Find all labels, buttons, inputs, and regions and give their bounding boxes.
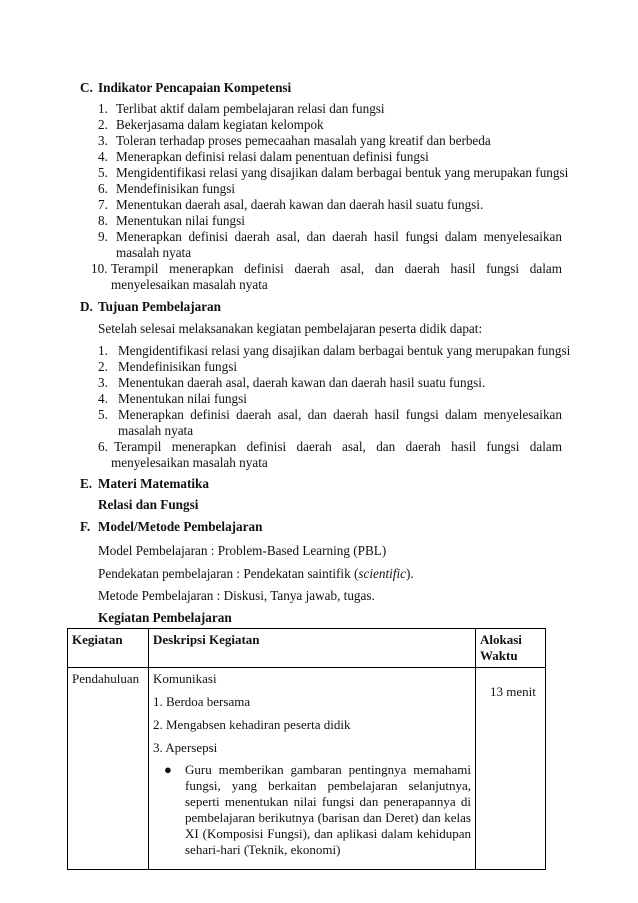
cell-kegiatan: Pendahuluan: [68, 668, 149, 870]
list-number: 5.: [98, 165, 108, 180]
step-item: 1. Berdoa bersama: [153, 694, 251, 709]
section-d-title: Tujuan Pembelajaran: [98, 299, 221, 314]
list-item: Menentukan nilai fungsi: [116, 213, 245, 228]
list-number: 8.: [98, 213, 108, 228]
list-number: 2.: [98, 117, 108, 132]
list-item: Menerapkan definisi daerah asal, dan daerah hasil fungsi dalam menyelesaikan: [118, 407, 562, 422]
list-item: Terampil menerapkan definisi daerah asal, dan daerah hasil fungsi dalam: [114, 439, 562, 454]
list-item-continuation: masalah nyata: [118, 423, 194, 438]
list-number: 2.: [98, 359, 108, 374]
list-item: Menentukan nilai fungsi: [118, 391, 247, 406]
list-number: 3.: [98, 375, 108, 390]
list-number: 7.: [98, 197, 108, 212]
list-item: Menerapkan definisi daerah asal, dan daerah hasil fungsi dalam menyelesaikan: [116, 229, 562, 244]
list-number: 3.: [98, 133, 108, 148]
list-item: Terlibat aktif dalam pembelajaran relasi dan fungsi: [116, 101, 385, 116]
section-e-letter: E.: [80, 476, 93, 491]
list-number: 1.: [98, 343, 108, 358]
list-number: 4.: [98, 391, 108, 406]
list-number: 4.: [98, 149, 108, 164]
list-item: Terampil menerapkan definisi daerah asal, dan daerah hasil fungsi dalam: [111, 261, 562, 276]
list-item: Mendefinisikan fungsi: [116, 181, 236, 196]
metode-pembelajaran: Metode Pembelajaran : Diskusi, Tanya jawab, tugas.: [98, 588, 375, 603]
section-d-letter: D.: [80, 299, 93, 314]
pendekatan-pembelajaran: [98, 566, 414, 582]
cell-deskripsi: [149, 668, 476, 870]
header-kegiatan: Kegiatan: [68, 629, 149, 668]
list-item: Toleran terhadap proses pemecaahan masalah yang kreatif dan berbeda: [116, 133, 491, 148]
list-number: 9.: [98, 229, 108, 244]
section-e-subtitle: Relasi dan Fungsi: [98, 497, 199, 512]
header-alokasi-line1: Alokasi: [480, 632, 522, 647]
step-item: 3. Apersepsi: [153, 740, 218, 755]
list-item-continuation: masalah nyata: [116, 245, 192, 260]
section-e-title: Materi Matematika: [98, 476, 209, 491]
header-alokasi-line2: Waktu: [480, 648, 518, 663]
list-number: 6.: [98, 439, 108, 454]
komunikasi-label: Komunikasi: [153, 671, 217, 686]
header-alokasi: [476, 629, 546, 668]
kegiatan-title: Kegiatan Pembelajaran: [98, 610, 232, 625]
bullet-text: Guru memberikan gambaran pentingnya memahami fungsi, yang berkaitan pembelajaran selanjutnya, seperti menentukan nilai fungsi dan penerapannya di pembelajaran berikutnya (barisan dan Deret) dan kelas XI (Komposisi Fungsi), dan aplikasi dalam kehidupan sehari-hari (Teknik, ekonomi): [185, 762, 471, 857]
section-c-letter: C.: [80, 80, 93, 95]
list-item-continuation: menyelesaikan masalah nyata: [111, 277, 268, 292]
list-number: 5.: [98, 407, 108, 422]
list-item: Mendefinisikan fungsi: [118, 359, 238, 374]
section-c-title: Indikator Pencapaian Kompetensi: [98, 80, 292, 95]
pendekatan-italic: scientific: [358, 566, 406, 581]
section-d-intro: Setelah selesai melaksanakan kegiatan pembelajaran peserta didik dapat:: [98, 321, 483, 336]
list-number: 6.: [98, 181, 108, 196]
list-item: Bekerjasama dalam kegiatan kelompok: [116, 117, 324, 132]
bullet-dot-icon: ●: [164, 762, 172, 777]
cell-waktu: 13 menit: [476, 668, 546, 870]
list-item: Menentukan daerah asal, daerah kawan dan daerah hasil suatu fungsi.: [116, 197, 484, 212]
section-f-title: Model/Metode Pembelajaran: [98, 519, 263, 534]
section-f-letter: F.: [80, 519, 91, 534]
step-item: 2. Mengabsen kehadiran peserta didik: [153, 717, 351, 732]
bullet-item: [161, 762, 471, 858]
list-item-continuation: menyelesaikan masalah nyata: [111, 455, 268, 470]
list-number: 10.: [91, 261, 108, 276]
pendekatan-prefix: Pendekatan pembelajaran : Pendekatan saintifik (: [98, 566, 359, 581]
pendekatan-suffix: ).: [405, 566, 414, 581]
list-item: Mengidentifikasi relasi yang disajikan dalam berbagai bentuk yang merupakan fungsi: [118, 343, 571, 358]
model-pembelajaran: Model Pembelajaran : Problem-Based Learning (PBL): [98, 543, 387, 558]
kegiatan-table: [67, 628, 546, 870]
list-item: Mengidentifikasi relasi yang disajikan dalam berbagai bentuk yang merupakan fungsi: [116, 165, 569, 180]
list-item: Menentukan daerah asal, daerah kawan dan daerah hasil suatu fungsi.: [118, 375, 486, 390]
table-row: [68, 668, 546, 870]
table-header-row: [68, 629, 546, 668]
list-number: 1.: [98, 101, 108, 116]
header-deskripsi: Deskripsi Kegiatan: [149, 629, 476, 668]
list-item: Menerapkan definisi relasi dalam penentuan definisi fungsi: [116, 149, 429, 164]
